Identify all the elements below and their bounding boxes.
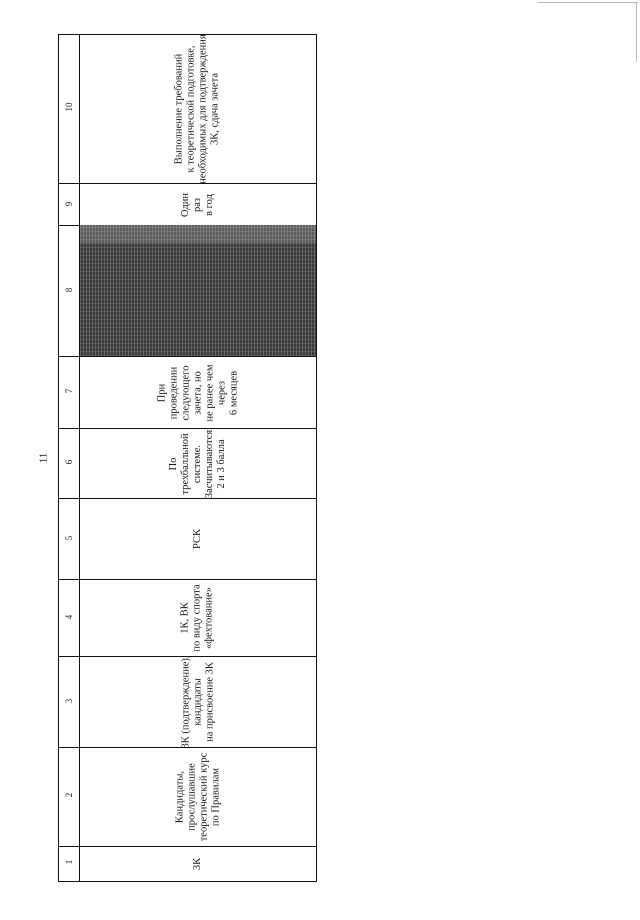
scan-edge-line [636, 2, 637, 62]
column-number: 6 [64, 459, 74, 465]
cell-requirements-text: Выполнение требований к теоретической подготовке, необходимых для подтверждения 3К, сдача зачета [173, 34, 221, 184]
cell-organizer-text: РСК [191, 529, 203, 549]
column-number: 2 [64, 792, 74, 798]
cell-candidates-text: Кандидаты, прослушавшие теоретический курс по Правилам [174, 752, 221, 842]
cell-category-text: 3К (подтверждение), кандидаты на присвоение 3К [180, 655, 215, 749]
cell-requirements [80, 35, 316, 183]
column-number: 9 [64, 201, 74, 207]
cell-qualification [80, 847, 316, 881]
column-number: 1 [64, 859, 74, 865]
column-number: 5 [64, 535, 74, 541]
cell-qualification-text: 3К [191, 857, 203, 871]
cell-examiners [80, 580, 316, 656]
cell-candidates [80, 748, 316, 846]
cell-frequency-text: Один раз в год [180, 192, 215, 217]
column-number: 3 [64, 698, 74, 704]
column-number: 7 [64, 388, 74, 394]
redacted-cell [80, 225, 316, 356]
cell-grading [80, 429, 316, 498]
cell-retake-text: При проведении следующего зачета, но не ранее чем через 6 месяцев [156, 364, 239, 421]
column-number: 4 [64, 614, 74, 620]
column-number: 8 [64, 287, 74, 293]
cell-retake [80, 357, 316, 428]
cell-examiners-text: 1К, ВК по виду спорта «фехтование» [180, 584, 215, 652]
cell-frequency [80, 184, 316, 225]
column-number: 10 [64, 102, 74, 112]
cell-category [80, 657, 316, 747]
scan-edge-line [538, 2, 638, 3]
rotated-table [58, 34, 317, 882]
page-number: 11 [37, 452, 50, 464]
cell-organizer [80, 499, 316, 579]
redacted-band [80, 225, 316, 243]
cell-grading-text: По трехбалльной системе. Засчитываются 2 и 3 балла [168, 429, 227, 498]
